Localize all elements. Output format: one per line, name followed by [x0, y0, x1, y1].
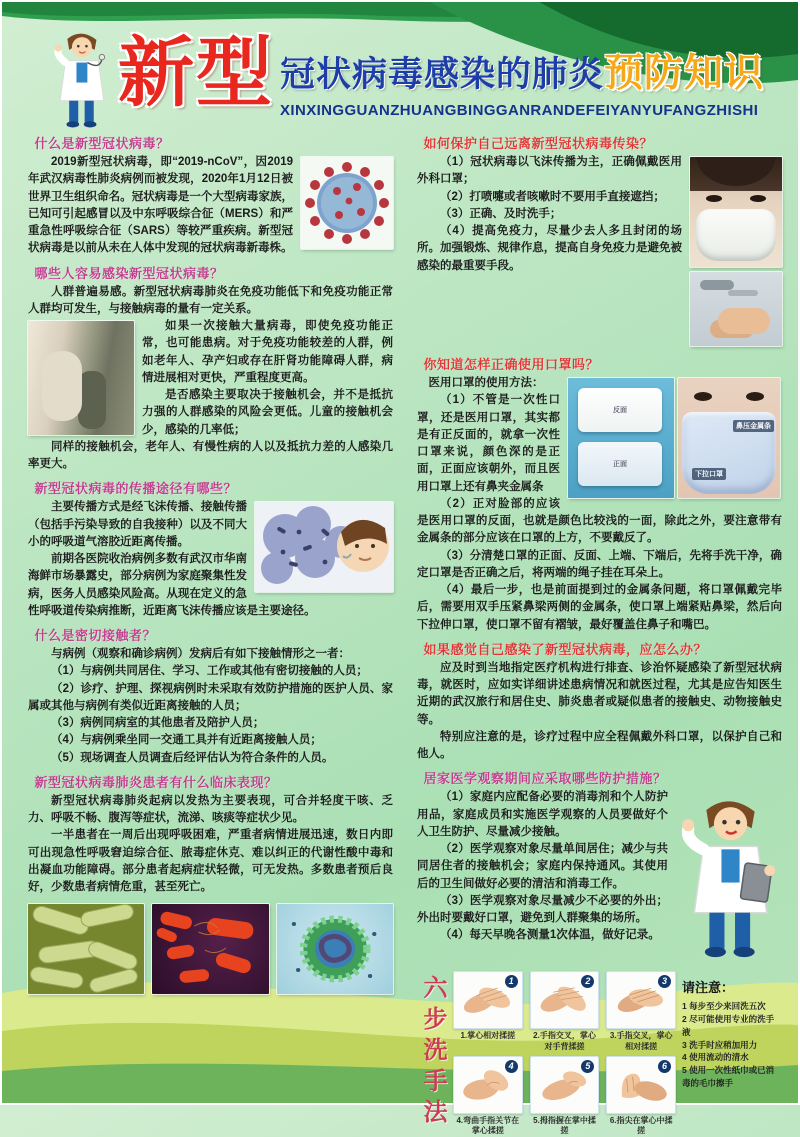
elderly-care-photo — [28, 321, 134, 435]
section-heading: 你知道怎样正确使用口罩吗？ — [423, 357, 600, 372]
six-step-handwash-panel — [417, 971, 782, 1137]
section-who-is-susceptible — [28, 263, 393, 474]
paragraph: 是否感染主要取决于接触机会，并不是抵抗力强的人群感染的风险会更低。儿童的接触机会少，感染的几率低； — [142, 389, 393, 436]
section-mask-usage — [417, 354, 782, 634]
handwash-step — [453, 971, 523, 1052]
list-item: （4）最后一步，也是前面提到过的金属条问题，将口罩佩戴完毕后，需要用双手压紧鼻梁两侧的金属条，使口罩上端紧贴鼻梁，然后向下拉伸口罩，使口罩不留有褶皱，最好覆盖住鼻子和嘴巴。 — [417, 584, 782, 631]
paragraph: 同样的接触机会，老年人、有慢性病的人以及抵抗力差的人感染几率更大。 — [28, 440, 393, 470]
handwash-notice — [682, 971, 782, 1137]
paragraph: 如果一次接触大量病毒，即使免疫功能正常，也可能患病。对于免疫功能较差的人群，例如老年人、孕产妇或存在肝肾功能障碍人群，病情进展相对更快，严重程度更高。 — [142, 320, 393, 384]
content-columns — [2, 126, 798, 1137]
list-item: （2）诊疗、护理、探视病例时未采取有效防护措施的医护人员、家属或其他与病例有类似近距离接触的人员； — [28, 682, 393, 712]
step-number-badge: 2 — [581, 975, 594, 988]
list-item: （2）医学观察对象尽量单间居住；减少与共同居住者的接触机会；家庭内保持通风。其使用后的卫生间做好必要的清洁和消毒工作。 — [417, 843, 668, 890]
step-caption: 3.手指交叉，掌心相对揉搓 — [609, 1031, 673, 1051]
title-xinxing: 新型 — [118, 31, 274, 116]
section-clinical-signs — [28, 772, 393, 897]
list-item: （1）不管是一次性口罩，还是医用口罩，其实都是有正反面的，就拿一次性口罩来说，颜色深的是正面，正面应该朝外，而且医用口罩上还有鼻夹金属条 — [417, 394, 560, 493]
mask-back-label: 反面 — [613, 407, 627, 414]
handwash-step-photo — [453, 1056, 523, 1114]
section-heading: 什么是新型冠状病毒？ — [34, 136, 170, 151]
mask-front-label: 正面 — [613, 461, 627, 468]
doctor-with-clipboard-cartoon — [676, 792, 782, 960]
protection-photos — [690, 157, 782, 346]
mask-instruction-photos — [568, 378, 782, 498]
mask-wearing-face-photo — [678, 378, 780, 498]
section-home-observation — [417, 768, 782, 963]
coronavirus-photo — [301, 157, 393, 249]
section-transmission-routes — [28, 478, 393, 620]
section-protect-yourself — [417, 133, 782, 349]
title-main: 冠状病毒感染的肺炎 — [280, 55, 605, 94]
paragraph: 主要传播方式是经飞沫传播、接触传播（包括手污染导致的自我接种）以及不同大小的呼吸道气溶胶近距离传播。 — [28, 501, 247, 548]
paragraph: 与病例（观察和确诊病例）发病后有如下接触情形之一者： — [51, 648, 350, 660]
handwash-step — [530, 971, 600, 1052]
handwash-step-photo — [453, 971, 523, 1029]
section-heading: 居家医学观察期间应采取哪些防护措施？ — [423, 771, 667, 787]
left-column — [28, 128, 393, 1137]
notice-item: 1 每步至少来回洗五次 — [682, 1001, 766, 1012]
virus-particle-photo — [277, 904, 393, 994]
step-caption: 2.手指交叉，掌心对手背揉搓 — [533, 1031, 596, 1051]
section-what-is-ncov — [28, 133, 393, 258]
red-bacteria-photo — [152, 904, 268, 994]
notice-item: 3 洗手时应稍加用力 — [682, 1039, 758, 1050]
handwash-step-photo — [530, 1056, 600, 1114]
handwash-step-photo — [606, 971, 676, 1029]
handwashing-photo — [690, 272, 782, 346]
section-heading: 新型冠状病毒肺炎患者有什么临床表现？ — [34, 774, 278, 790]
list-item: （1）冠状病毒以飞沫传播为主，正确佩戴医用外科口罩； — [417, 156, 682, 186]
step-number-badge: 5 — [581, 1060, 594, 1073]
pull-down-label: 下拉口罩 — [692, 468, 726, 480]
nose-strip-label: 鼻压金属条 — [733, 420, 774, 432]
section-close-contacts — [28, 625, 393, 767]
microbe-photo-strip — [28, 904, 393, 994]
paragraph: 医用口罩的使用方法： — [428, 377, 544, 389]
notice-title: 请注意： — [682, 980, 735, 996]
section-heading: 哪些人容易感染新型冠状病毒？ — [34, 265, 224, 281]
handwash-step — [606, 1056, 676, 1137]
notice-item: 2 尽可能使用专业的洗手液 — [682, 1014, 775, 1037]
doctor-cartoon-icon — [48, 28, 114, 128]
paragraph: 新型冠状病毒肺炎起病以发热为主要表现，可合并轻度干咳、乏力、呼吸不畅、腹泻等症状，流涕、咳痰等症状少见。 — [28, 794, 393, 824]
paragraph: 人群普遍易感。新型冠状病毒肺炎在免疫功能低下和免疫功能正常人群均可发生，与接触病毒的量有一定关系。 — [28, 285, 393, 315]
list-item: （3）正确、及时洗手； — [440, 207, 562, 220]
title-yufangzhishi: 预防知识 — [604, 52, 765, 95]
section-if-infected — [417, 639, 782, 764]
handwash-step — [530, 1056, 600, 1137]
step-caption: 6.指尖在掌心中揉搓 — [609, 1116, 673, 1136]
handwash-steps-grid — [453, 971, 676, 1137]
list-item: （4）提高免疫力，尽量少去人多且封闭的场所。加强锻炼、规律作息，提高自身免疫力是避免被感染的最重要手段。 — [417, 225, 682, 272]
section-heading: 如果感觉自己感染了新型冠状病毒，应怎么办？ — [423, 641, 708, 657]
list-item: （3）病例同病室的其他患者及陪护人员； — [51, 717, 265, 729]
step-caption: 1.掌心相对揉搓 — [460, 1031, 516, 1041]
paragraph: 2019新型冠状病毒，即“2019-nCoV”，因2019年武汉病毒性肺炎病例而被发现，2020年1月12日被世界卫生组织命名。冠状病毒是一个大型病毒家族，已知可引起感冒以及中东呼吸综合征（MERS）和严重急性呼吸综合征（SARS）等较严重疾病。新型冠状病毒是以前从未在人体中发现的冠状病毒新毒株。 — [28, 156, 293, 255]
handwash-step — [453, 1056, 523, 1137]
step-number-badge: 1 — [505, 975, 518, 988]
section-heading: 什么是密切接触者？ — [34, 628, 157, 643]
step-number-badge: 4 — [505, 1060, 518, 1073]
section-heading: 新型冠状病毒的传播途径有哪些？ — [34, 481, 238, 497]
step-caption: 5.拇指握在掌中揉搓 — [533, 1116, 596, 1136]
list-item: （4）与病例乘坐同一交通工具并有近距离接触人员； — [51, 734, 322, 747]
paragraph: 应及时到当地指定医疗机构进行排查、诊治怀疑感染了新型冠状病毒，就医时，应如实详细讲述患病情况和就医过程，尤其是应告知医生近期的武汉旅行和居住史、肺炎患者或疑似患者的接触史、动物接触史等。 — [417, 661, 782, 726]
handwash-step — [606, 971, 676, 1052]
step-number-badge: 3 — [658, 975, 671, 988]
list-item: （1）家庭内应配备必要的消毒剂和个人防护用品，家庭成员和实施医学观察的人员要做好个人卫生防护、尽量减少接触。 — [417, 791, 668, 838]
paragraph: 特别应注意的是，诊疗过程中应全程佩戴外科口罩，以保护自己和他人。 — [417, 730, 782, 760]
list-item: （3）分清楚口罩的正面、反面、上端、下端后，先将手洗干净，确定口罩是否正确之后，将两端的绳子挂在耳朵上。 — [417, 549, 782, 579]
right-column — [417, 128, 782, 1137]
section-heading: 如何保护自己远离新型冠状病毒传染？ — [423, 136, 654, 151]
list-item: （1）与病例共同居住、学习、工作或其他有密切接触的人员； — [51, 665, 368, 678]
green-bacteria-photo — [28, 904, 144, 994]
mask-front-back-diagram — [568, 378, 674, 498]
paragraph: 一半患者在一周后出现呼吸困难，严重者病情进展迅速，数日内即可出现急性呼吸窘迫综合征、脓毒症休克、难以纠正的代谢性酸中毒和出凝血功能障碍。部分患者起病症状轻微，可无发热。多数患者预后良好，少数患者病情危重，甚至死亡。 — [28, 829, 393, 893]
paragraph: 前期各医院收治病例多数有武汉市华南海鲜市场暴露史，部分病例为家庭聚集性发病，医务人员感染风险高。从现在定义的急性呼吸道传染病推断，近距离飞沫传播应该是主要途径。 — [28, 553, 316, 617]
notice-item: 5 使用一次性纸巾或已消毒的毛巾擦手 — [682, 1065, 775, 1088]
list-item: （3）医学观察对象尽量减少不必要的外出；外出时要戴好口罩，避免到人群聚集的场所。 — [417, 894, 668, 924]
list-item: （2）打喷嚏或者咳嗽时不要用手直接遮挡； — [440, 190, 665, 203]
notice-item: 4 使用流动的清水 — [682, 1052, 749, 1063]
handwash-step-photo — [530, 971, 600, 1029]
masked-woman-photo — [690, 157, 782, 267]
title-pinyin: XINXINGGUANZHUANGBINGGANRANDEFEIYANYUFANGZHISHI — [280, 102, 759, 119]
list-item: （4）每天早晚各测量1次体温，做好记录。 — [440, 929, 660, 942]
handwash-step-photo — [606, 1056, 676, 1114]
sneezing-boy-cartoon — [255, 502, 393, 592]
step-number-badge: 6 — [658, 1060, 671, 1073]
handwash-vertical-title: 六步洗手法 — [419, 975, 446, 1131]
step-caption: 4.弯曲手指关节在掌心揉搓 — [456, 1116, 520, 1136]
list-item: （2）正对脸部的应该是医用口罩的反面，也就是颜色比较浅的一面，除此之外，要注意带有金属条的部分应该在口罩的上方，不要戴反了。 — [417, 497, 782, 545]
list-item: （5）现场调查人员调查后经评估认为符合条件的人员。 — [51, 751, 334, 764]
poster-header — [2, 2, 798, 126]
